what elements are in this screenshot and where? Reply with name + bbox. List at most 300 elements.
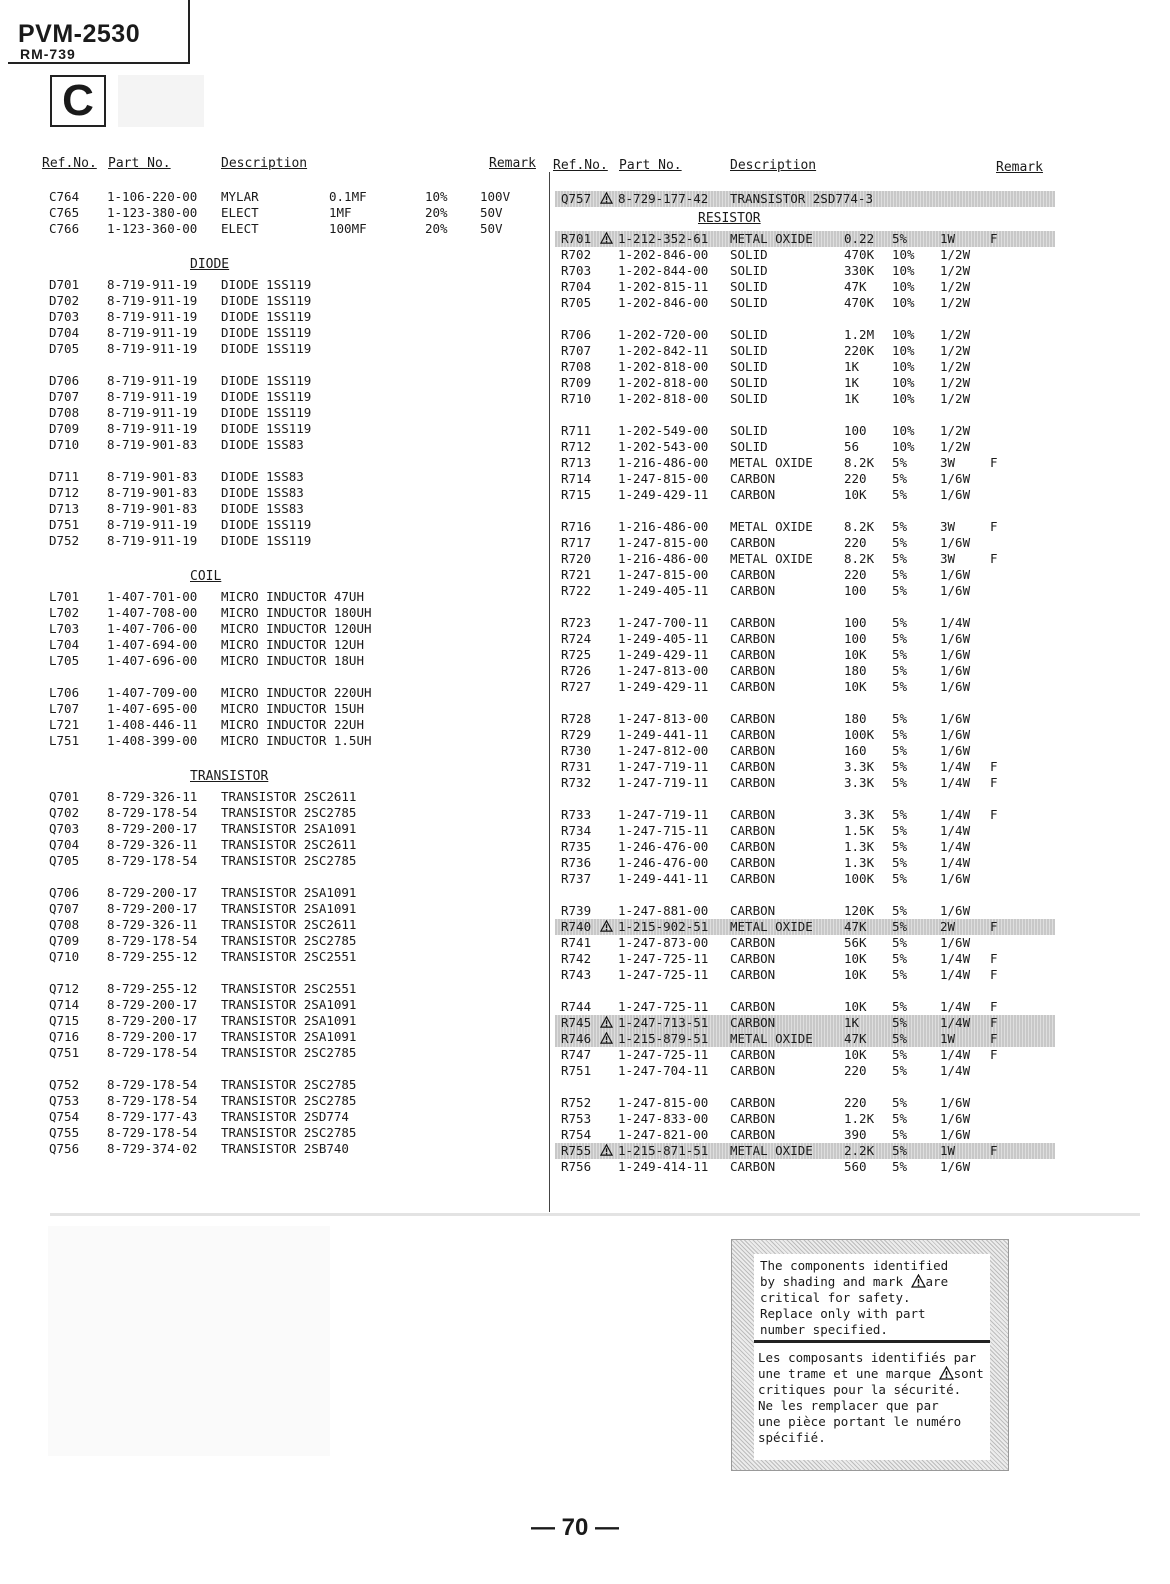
- cell-ref: R725: [561, 647, 592, 662]
- cell-part: 1-123-360-00: [107, 221, 198, 236]
- right-header-remark: Remark: [996, 160, 1043, 175]
- cell-val: 1K: [844, 391, 860, 406]
- left-header-part: Part No.: [108, 156, 171, 171]
- cell-tol: 5%: [892, 455, 908, 470]
- notice-separator: [754, 1340, 990, 1343]
- cell-part: 1-247-815-00: [618, 1095, 709, 1110]
- cell-rate: 1/4W: [940, 839, 971, 854]
- cell-tol: 5%: [892, 839, 908, 854]
- cell-desc: TRANSISTOR 2SC2611: [221, 789, 357, 804]
- cell-desc: DIODE 1SS119: [221, 389, 312, 404]
- cell-desc: METAL OXIDE: [730, 455, 813, 470]
- cell-rem: F: [990, 967, 998, 982]
- cell-rate: 1/4W: [940, 951, 971, 966]
- cell-ref: Q706: [49, 885, 80, 900]
- warning-triangle-icon: [600, 1032, 613, 1044]
- cell-part: 1-202-844-00: [618, 263, 709, 278]
- cell-val: 220: [844, 567, 867, 582]
- cell-val: 8.2K: [844, 455, 875, 470]
- cell-part: 1-212-352-61: [618, 231, 709, 246]
- cell-val: 390: [844, 1127, 867, 1142]
- cell-ref: D701: [49, 277, 80, 292]
- cell-part: 1-202-846-00: [618, 247, 709, 262]
- cell-val: 180: [844, 663, 867, 678]
- cell-part: 1-202-543-00: [618, 439, 709, 454]
- cell-tol: 10%: [892, 391, 915, 406]
- cell-desc: CARBON: [730, 855, 776, 870]
- cell-ref: D711: [49, 469, 80, 484]
- cell-ref: R702: [561, 247, 592, 262]
- cell-val: 56K: [844, 935, 867, 950]
- notice-en-line: [760, 1274, 988, 1290]
- cell-ref: D704: [49, 325, 80, 340]
- cell-part: 1-247-821-00: [618, 1127, 709, 1142]
- cell-tol: 5%: [892, 919, 908, 934]
- cell-ref: R709: [561, 375, 592, 390]
- cell-desc: SOLID: [730, 391, 768, 406]
- cell-val: 8.2K: [844, 519, 875, 534]
- cell-tol: 5%: [892, 231, 908, 246]
- cell-ref: Q715: [49, 1013, 80, 1028]
- notice-en-text: are: [925, 1274, 949, 1289]
- cell-part: 8-729-178-54: [107, 1093, 198, 1108]
- cell-val: 100K: [844, 871, 875, 886]
- cell-desc: DIODE 1SS119: [221, 309, 312, 324]
- cell-val: 100: [844, 631, 867, 646]
- cell-ref: R721: [561, 567, 592, 582]
- cell-rem: F: [990, 519, 998, 534]
- cell-val: 220K: [844, 343, 875, 358]
- cell-tol: 5%: [892, 535, 908, 550]
- cell-part: 1-249-429-11: [618, 679, 709, 694]
- cell-tol: 5%: [892, 551, 908, 566]
- cell-ref: D707: [49, 389, 80, 404]
- notice-fr-line: une pièce portant le numéro: [758, 1414, 962, 1429]
- cell-part: 8-729-326-11: [107, 789, 198, 804]
- cell-ref: D709: [49, 421, 80, 436]
- cell-tol: 5%: [892, 903, 908, 918]
- cell-val: 120K: [844, 903, 875, 918]
- cell-desc: CARBON: [730, 935, 776, 950]
- cell-rate: 1/6W: [940, 1159, 971, 1174]
- cell-ref: R755: [561, 1143, 592, 1158]
- cell-ref: Q754: [49, 1109, 80, 1124]
- cell-part: 1-216-486-00: [618, 519, 709, 534]
- cell-tol: 5%: [892, 823, 908, 838]
- cell-val: 100: [844, 583, 867, 598]
- cell-desc: CARBON: [730, 839, 776, 854]
- cell-desc: CARBON: [730, 871, 776, 886]
- cell-part: 1-247-719-11: [618, 759, 709, 774]
- cell-ref: R714: [561, 471, 592, 486]
- cell-desc: DIODE 1SS119: [221, 325, 312, 340]
- cell-part: 8-729-177-42: [618, 191, 709, 206]
- cell-desc: TRANSISTOR 2SD774-3: [730, 191, 873, 206]
- cell-ref: R736: [561, 855, 592, 870]
- cell-rem: F: [990, 759, 998, 774]
- cell-ref: Q701: [49, 789, 80, 804]
- cell-ref: R741: [561, 935, 592, 950]
- cell-desc: CARBON: [730, 471, 776, 486]
- cell-tol: 5%: [892, 871, 908, 886]
- cell-ref: R746: [561, 1031, 592, 1046]
- warning-triangle-icon: [600, 1016, 613, 1028]
- cell-val: 470K: [844, 295, 875, 310]
- cell-val: 10K: [844, 1047, 867, 1062]
- cell-part: 1-407-696-00: [107, 653, 198, 668]
- cell-val: 560: [844, 1159, 867, 1174]
- cell-desc: SOLID: [730, 327, 768, 342]
- warning-triangle-icon: [939, 1366, 954, 1380]
- cell-part: 8-719-911-19: [107, 373, 198, 388]
- cell-val: 10K: [844, 999, 867, 1014]
- page-number: — 70 —: [530, 1514, 620, 1541]
- cell-tol: 5%: [892, 951, 908, 966]
- cell-part: 1-247-715-11: [618, 823, 709, 838]
- cell-val: 0.1MF: [329, 189, 367, 204]
- cell-tol: 5%: [892, 1047, 908, 1062]
- cell-ref: Q705: [49, 853, 80, 868]
- cell-desc: DIODE 1SS83: [221, 485, 304, 500]
- cell-val: 47K: [844, 919, 867, 934]
- cell-part: 8-719-911-19: [107, 325, 198, 340]
- cell-part: 1-215-871-51: [618, 1143, 709, 1158]
- cell-ref: R711: [561, 423, 592, 438]
- cell-desc: CARBON: [730, 807, 776, 822]
- cell-tol: 10%: [892, 343, 915, 358]
- cell-part: 8-729-178-54: [107, 1077, 198, 1092]
- cell-part: 8-729-200-17: [107, 885, 198, 900]
- cell-ref: R744: [561, 999, 592, 1014]
- cell-desc: DIODE 1SS83: [221, 501, 304, 516]
- cell-rate: 1/6W: [940, 1095, 971, 1110]
- cell-part: 8-719-911-19: [107, 421, 198, 436]
- cell-ref: L706: [49, 685, 80, 700]
- cell-rate: 50V: [480, 205, 503, 220]
- cell-rate: 1/6W: [940, 471, 971, 486]
- cell-ref: R727: [561, 679, 592, 694]
- cell-desc: CARBON: [730, 1111, 776, 1126]
- cell-part: 8-719-901-83: [107, 501, 198, 516]
- cell-desc: TRANSISTOR 2SC2551: [221, 981, 357, 996]
- cell-val: 330K: [844, 263, 875, 278]
- cell-rate: 100V: [480, 189, 511, 204]
- cell-ref: R739: [561, 903, 592, 918]
- cell-desc: CARBON: [730, 615, 776, 630]
- safety-mark: [600, 231, 613, 247]
- cell-desc: DIODE 1SS83: [221, 469, 304, 484]
- cell-val: 2.2K: [844, 1143, 875, 1158]
- cell-val: 1K: [844, 359, 860, 374]
- cell-part: 1-106-220-00: [107, 189, 198, 204]
- cell-rate: 1/6W: [940, 663, 971, 678]
- cell-ref: R712: [561, 439, 592, 454]
- section-heading: RESISTOR: [698, 211, 761, 226]
- cell-desc: METAL OXIDE: [730, 551, 813, 566]
- cell-tol: 5%: [892, 967, 908, 982]
- cell-desc: MICRO INDUCTOR 15UH: [221, 701, 364, 716]
- cell-rate: 1/6W: [940, 935, 971, 950]
- cell-ref: R751: [561, 1063, 592, 1078]
- cell-desc: SOLID: [730, 423, 768, 438]
- cell-val: 8.2K: [844, 551, 875, 566]
- cell-desc: CARBON: [730, 1015, 776, 1030]
- cell-rate: 1/4W: [940, 1063, 971, 1078]
- cell-part: 8-719-901-83: [107, 437, 198, 452]
- cell-ref: C766: [49, 221, 80, 236]
- cell-part: 1-202-815-11: [618, 279, 709, 294]
- cell-part: 1-249-429-11: [618, 487, 709, 502]
- cell-val: 220: [844, 471, 867, 486]
- cell-ref: R747: [561, 1047, 592, 1062]
- notice-en-line: critical for safety.: [760, 1290, 911, 1305]
- right-header-ref: Ref.No.: [553, 158, 608, 173]
- cell-desc: CARBON: [730, 1063, 776, 1078]
- cell-part: 1-407-709-00: [107, 685, 198, 700]
- cell-desc: MICRO INDUCTOR 18UH: [221, 653, 364, 668]
- cell-part: 1-249-429-11: [618, 647, 709, 662]
- cell-ref: Q756: [49, 1141, 80, 1156]
- cell-desc: METAL OXIDE: [730, 231, 813, 246]
- cell-part: 8-719-911-19: [107, 533, 198, 548]
- cell-part: 1-202-818-00: [618, 391, 709, 406]
- cell-rate: 1/4W: [940, 807, 971, 822]
- cell-desc: DIODE 1SS119: [221, 293, 312, 308]
- cell-rate: 1/4W: [940, 999, 971, 1014]
- cell-desc: TRANSISTOR 2SC2611: [221, 917, 357, 932]
- cell-val: 0.22: [844, 231, 875, 246]
- cell-rate: 1/6W: [940, 535, 971, 550]
- cell-part: 1-216-486-00: [618, 551, 709, 566]
- cell-val: 1K: [844, 375, 860, 390]
- cell-rate: 1/2W: [940, 263, 971, 278]
- cell-part: 1-202-846-00: [618, 295, 709, 310]
- cell-ref: R713: [561, 455, 592, 470]
- cell-part: 8-719-901-83: [107, 485, 198, 500]
- cell-part: 8-729-255-12: [107, 981, 198, 996]
- cell-part: 1-247-719-11: [618, 775, 709, 790]
- cell-desc: DIODE 1SS119: [221, 405, 312, 420]
- cell-val: 1.2M: [844, 327, 875, 342]
- cell-val: 470K: [844, 247, 875, 262]
- cell-tol: 5%: [892, 631, 908, 646]
- cell-ref: D713: [49, 501, 80, 516]
- cell-ref: Q709: [49, 933, 80, 948]
- cell-ref: L704: [49, 637, 80, 652]
- cell-desc: CARBON: [730, 583, 776, 598]
- column-divider: [549, 172, 550, 1212]
- cell-desc: METAL OXIDE: [730, 1031, 813, 1046]
- cell-ref: R745: [561, 1015, 592, 1030]
- scan-line: [50, 1213, 1140, 1216]
- cell-desc: CARBON: [730, 743, 776, 758]
- cell-part: 8-719-911-19: [107, 517, 198, 532]
- cell-part: 1-246-476-00: [618, 855, 709, 870]
- cell-part: 8-719-911-19: [107, 389, 198, 404]
- cell-ref: L707: [49, 701, 80, 716]
- cell-tol: 5%: [892, 999, 908, 1014]
- cell-ref: Q708: [49, 917, 80, 932]
- cell-ref: R733: [561, 807, 592, 822]
- cell-part: 1-247-704-11: [618, 1063, 709, 1078]
- cell-ref: R754: [561, 1127, 592, 1142]
- right-header-part: Part No.: [619, 158, 682, 173]
- cell-tol: 5%: [892, 855, 908, 870]
- cell-desc: METAL OXIDE: [730, 519, 813, 534]
- cell-desc: CARBON: [730, 823, 776, 838]
- cell-part: 1-202-842-11: [618, 343, 709, 358]
- cell-rate: 3W: [940, 455, 956, 470]
- cell-rate: 1/4W: [940, 759, 971, 774]
- cell-ref: R740: [561, 919, 592, 934]
- cell-part: 8-729-326-11: [107, 837, 198, 852]
- cell-val: 160: [844, 743, 867, 758]
- cell-part: 8-729-374-02: [107, 1141, 198, 1156]
- cell-desc: CARBON: [730, 999, 776, 1014]
- cell-rate: 1/4W: [940, 1047, 971, 1062]
- cell-tol: 5%: [892, 1095, 908, 1110]
- cell-desc: CARBON: [730, 631, 776, 646]
- cell-tol: 5%: [892, 711, 908, 726]
- cell-part: 1-246-476-00: [618, 839, 709, 854]
- cell-desc: MICRO INDUCTOR 12UH: [221, 637, 364, 652]
- cell-val: 56: [844, 439, 860, 454]
- cell-ref: D751: [49, 517, 80, 532]
- cell-val: 1.5K: [844, 823, 875, 838]
- notice-fr-line: Ne les remplacer que par: [758, 1398, 939, 1413]
- cell-tol: 5%: [892, 1031, 908, 1046]
- cell-part: 1-215-902-51: [618, 919, 709, 934]
- cell-part: 1-247-725-11: [618, 1047, 709, 1062]
- cell-desc: TRANSISTOR 2SC2785: [221, 933, 357, 948]
- cell-rem: F: [990, 807, 998, 822]
- cell-ref: Q704: [49, 837, 80, 852]
- cell-ref: R722: [561, 583, 592, 598]
- cell-tol: 5%: [892, 1015, 908, 1030]
- safety-mark: [600, 1143, 613, 1159]
- left-header-remark: Remark: [489, 156, 536, 171]
- cell-ref: Q753: [49, 1093, 80, 1108]
- cell-ref: R707: [561, 343, 592, 358]
- cell-rate: 1/6W: [940, 711, 971, 726]
- show-through-mark: [118, 75, 204, 127]
- cell-desc: TRANSISTOR 2SA1091: [221, 901, 357, 916]
- warning-triangle-icon: [911, 1274, 926, 1288]
- safety-mark: [600, 1015, 613, 1031]
- cell-rem: F: [990, 775, 998, 790]
- cell-tol: 5%: [892, 807, 908, 822]
- cell-rate: 1/4W: [940, 1015, 971, 1030]
- cell-desc: CARBON: [730, 567, 776, 582]
- cell-desc: MICRO INDUCTOR 22UH: [221, 717, 364, 732]
- cell-ref: R708: [561, 359, 592, 374]
- cell-rate: 1/4W: [940, 615, 971, 630]
- cell-rate: 1/6W: [940, 903, 971, 918]
- cell-desc: SOLID: [730, 375, 768, 390]
- cell-desc: DIODE 1SS119: [221, 421, 312, 436]
- cell-part: 8-729-178-54: [107, 1045, 198, 1060]
- cell-rate: 1/6W: [940, 487, 971, 502]
- cell-ref: L701: [49, 589, 80, 604]
- cell-ref: R756: [561, 1159, 592, 1174]
- cell-desc: SOLID: [730, 359, 768, 374]
- cell-val: 3.3K: [844, 775, 875, 790]
- cell-part: 8-729-326-11: [107, 917, 198, 932]
- cell-ref: D708: [49, 405, 80, 420]
- cell-ref: L702: [49, 605, 80, 620]
- cell-desc: TRANSISTOR 2SD774: [221, 1109, 349, 1124]
- cell-desc: CARBON: [730, 679, 776, 694]
- cell-tol: 20%: [425, 205, 448, 220]
- cell-ref: R742: [561, 951, 592, 966]
- cell-part: 1-123-380-00: [107, 205, 198, 220]
- cell-desc: MICRO INDUCTOR 180UH: [221, 605, 372, 620]
- cell-part: 1-202-818-00: [618, 359, 709, 374]
- cell-desc: SOLID: [730, 439, 768, 454]
- cell-rate: 1/2W: [940, 375, 971, 390]
- cell-ref: R728: [561, 711, 592, 726]
- cell-desc: ELECT: [221, 221, 259, 236]
- cell-desc: TRANSISTOR 2SB740: [221, 1141, 349, 1156]
- cell-rem: F: [990, 951, 998, 966]
- cell-part: 1-247-725-11: [618, 967, 709, 982]
- cell-rate: 3W: [940, 519, 956, 534]
- cell-tol: 5%: [892, 727, 908, 742]
- cell-tol: 5%: [892, 471, 908, 486]
- cell-part: 1-247-815-00: [618, 567, 709, 582]
- cell-desc: ELECT: [221, 205, 259, 220]
- cell-desc: CARBON: [730, 663, 776, 678]
- cell-desc: CARBON: [730, 647, 776, 662]
- cell-ref: R732: [561, 775, 592, 790]
- cell-desc: CARBON: [730, 487, 776, 502]
- cell-ref: D703: [49, 309, 80, 324]
- cell-tol: 5%: [892, 935, 908, 950]
- cell-part: 8-719-911-19: [107, 405, 198, 420]
- cell-part: 1-247-813-00: [618, 711, 709, 726]
- cell-desc: CARBON: [730, 1127, 776, 1142]
- cell-rate: 1/6W: [940, 631, 971, 646]
- cell-rem: F: [990, 1047, 998, 1062]
- safety-notice-english: [760, 1258, 988, 1338]
- cell-ref: L751: [49, 733, 80, 748]
- cell-part: 1-247-700-11: [618, 615, 709, 630]
- cell-rate: 1W: [940, 1143, 956, 1158]
- cell-rate: 1/4W: [940, 775, 971, 790]
- notice-fr-text: sont: [953, 1366, 984, 1381]
- cell-part: 1-247-881-00: [618, 903, 709, 918]
- cell-part: 1-407-695-00: [107, 701, 198, 716]
- cell-rem: F: [990, 999, 998, 1014]
- cell-rate: 1/6W: [940, 871, 971, 886]
- cell-part: 1-249-414-11: [618, 1159, 709, 1174]
- left-header-description: Description: [221, 156, 308, 171]
- cell-rate: 1/2W: [940, 359, 971, 374]
- cell-val: 1MF: [329, 205, 352, 220]
- cell-desc: TRANSISTOR 2SC2785: [221, 1045, 357, 1060]
- cell-desc: CARBON: [730, 759, 776, 774]
- cell-ref: R701: [561, 231, 592, 246]
- cell-ref: R730: [561, 743, 592, 758]
- cell-ref: R723: [561, 615, 592, 630]
- notice-fr-text: une trame et une marque: [758, 1366, 932, 1381]
- notice-fr-line: [758, 1366, 986, 1382]
- cell-desc: CARBON: [730, 775, 776, 790]
- cell-desc: TRANSISTOR 2SC2611: [221, 837, 357, 852]
- cell-desc: SOLID: [730, 263, 768, 278]
- cell-desc: DIODE 1SS119: [221, 341, 312, 356]
- cell-desc: CARBON: [730, 535, 776, 550]
